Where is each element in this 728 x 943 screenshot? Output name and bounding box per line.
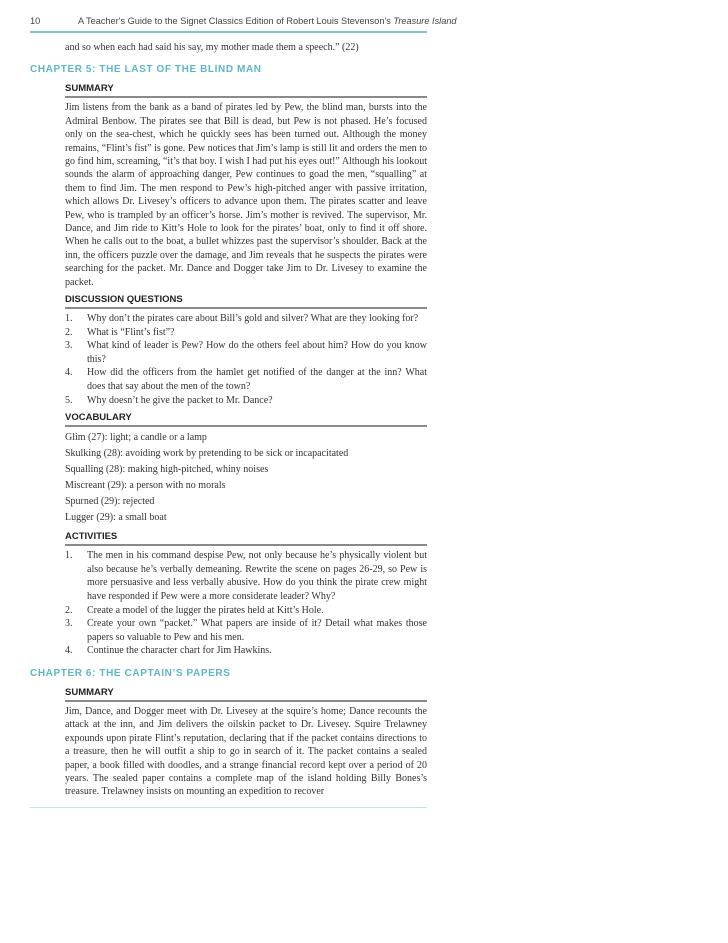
vocabulary-item: Lugger (29): a small boat	[65, 512, 167, 524]
activity-item	[65, 604, 427, 618]
page-number: 10	[30, 16, 41, 26]
vocabulary-item: Squalling (28): making high-pitched, whiny noises	[65, 464, 269, 476]
header-title-italic: Treasure Island	[393, 16, 457, 26]
running-header	[30, 15, 457, 27]
question-item	[65, 394, 427, 408]
item-number: 1.	[65, 550, 73, 562]
item-text: How did the officers from the hamlet get notified of the danger at the inn? What does that say about the men of the town?	[87, 367, 427, 393]
item-number: 1.	[65, 313, 73, 325]
item-number: 3.	[65, 618, 73, 630]
vocabulary-list	[65, 430, 427, 526]
ch6-summary-text: Jim, Dance, and Dogger meet with Dr. Livesey at the squire’s home; Dance recounts the attack at the inn, and Jim delivers the oilskin packet to Dr. Livesey. Squire Trelawney expounds upon pirate Flint’s reputation, declaring that if the packet contains directions to a treasure, then he will outfit a ship to go in search of it. The packet contains a sealed paper, a book filled with doodles, and a strange financial record kept over a period of 20 years. The sealed paper contains a complete map of the island holding Billy Bones’s treasure. Trelawney insists on mounting an expedition to recover	[65, 706, 427, 798]
item-text: What kind of leader is Pew? How do the others feel about him? How do you know this?	[87, 340, 427, 365]
vocabulary-heading: VOCABULARY	[65, 412, 427, 427]
item-text: Create a model of the lugger the pirates held at Kitt’s Hole.	[87, 604, 324, 616]
header-title: A Teacher's Guide to the Signet Classics Edition of Robert Louis Stevenson's	[78, 16, 391, 26]
item-number: 4.	[65, 645, 73, 657]
ch5-summary-text: Jim listens from the bank as a band of pirates led by Pew, the blind man, bursts into the Admiral Benbow. The pirates see that Bill is dead, but Pew is not phased. He’s focused only on the sea-chest, which he quickly sees has been turned out. Although the money remains, “Flint’s fist” is gone. Pew notices that Jim’s lamp is still lit and orders the men to go find him, screaming, “it’s that boy. I wish I had put his eyes out!” Although his lookout sounds the alarm of approaching danger, Pew continues to goad the men, “squalling” at them to find Jim. The men respond to Pew’s high-pitched anger with passive irritation, which allows Dr. Livesey’s officers to advance upon them. The pirates scatter and leave Pew, who is trampled by an officer’s horse. Jim’s mother is revived. The supervisor, Mr. Dance, and Jim ride to Kitt’s Hole to look for the pirates’ boat, only to find it off shore. When he calls out to the boat, a bullet whizzes past the supervisor’s shoulder. Back at the inn, the officers puzzle over the damage, and Jim reveals that he suspects the pirates were searching for the packet. Mr. Dance and Dogger take Jim to Dr. Livesey to examine the packet.	[65, 102, 427, 288]
vocabulary-item: Skulking (28): avoiding work by pretending to be sick or incapacitated	[65, 448, 349, 460]
question-item	[65, 312, 427, 326]
chapter-5-heading: CHAPTER 5: THE LAST OF THE BLIND MAN	[30, 64, 262, 76]
vocabulary-item: Glim (27): light; a candle or a lamp	[65, 432, 207, 444]
question-item	[65, 339, 427, 366]
ch5-summary-heading: SUMMARY	[65, 83, 427, 98]
continuation-text: and so when each had said his say, my mother made them a speech.” (22)	[65, 42, 359, 53]
item-number: 4.	[65, 367, 73, 379]
activity-item	[65, 549, 427, 603]
item-number: 3.	[65, 340, 73, 352]
item-number: 2.	[65, 604, 73, 616]
item-number: 5.	[65, 394, 73, 406]
item-text: Create your own “packet.” What papers are inside of it? Detail what makes those papers so valuable to Pew and his men.	[87, 618, 427, 643]
item-text: The men in his command despise Pew, not only because he’s physically violent but also because he’s verbally demeaning. Rewrite the scene on pages 26-29, so Pew is more persuasive and less verbally abusive. How do you think the pirate crew might have responded if Pew were a more considerate leader? Why?	[87, 550, 427, 603]
item-text: Why doesn’t he give the packet to Mr. Dance?	[87, 394, 273, 406]
discussion-questions-heading: DISCUSSION QUESTIONS	[65, 294, 427, 309]
question-item	[65, 326, 427, 340]
activity-item	[65, 617, 427, 644]
discussion-questions-list	[65, 312, 427, 407]
activity-item	[65, 644, 427, 658]
item-text: Why don’t the pirates care about Bill’s gold and silver? What are they looking for?	[87, 313, 419, 325]
item-text: Continue the character chart for Jim Hawkins.	[87, 645, 272, 657]
header-rule	[30, 31, 427, 33]
chapter-6-heading: CHAPTER 6: THE CAPTAIN’S PAPERS	[30, 668, 231, 679]
vocabulary-item: Spurned (29): rejected	[65, 496, 155, 508]
activities-heading: ACTIVITIES	[65, 531, 427, 546]
vocabulary-item: Miscreant (29): a person with no morals	[65, 480, 226, 492]
item-text: What is “Flint’s fist”?	[87, 326, 175, 338]
item-number: 2.	[65, 326, 73, 338]
question-item	[65, 366, 427, 393]
ch6-summary-heading: SUMMARY	[65, 687, 427, 702]
activities-list	[65, 549, 427, 658]
footer-rule	[30, 807, 427, 808]
